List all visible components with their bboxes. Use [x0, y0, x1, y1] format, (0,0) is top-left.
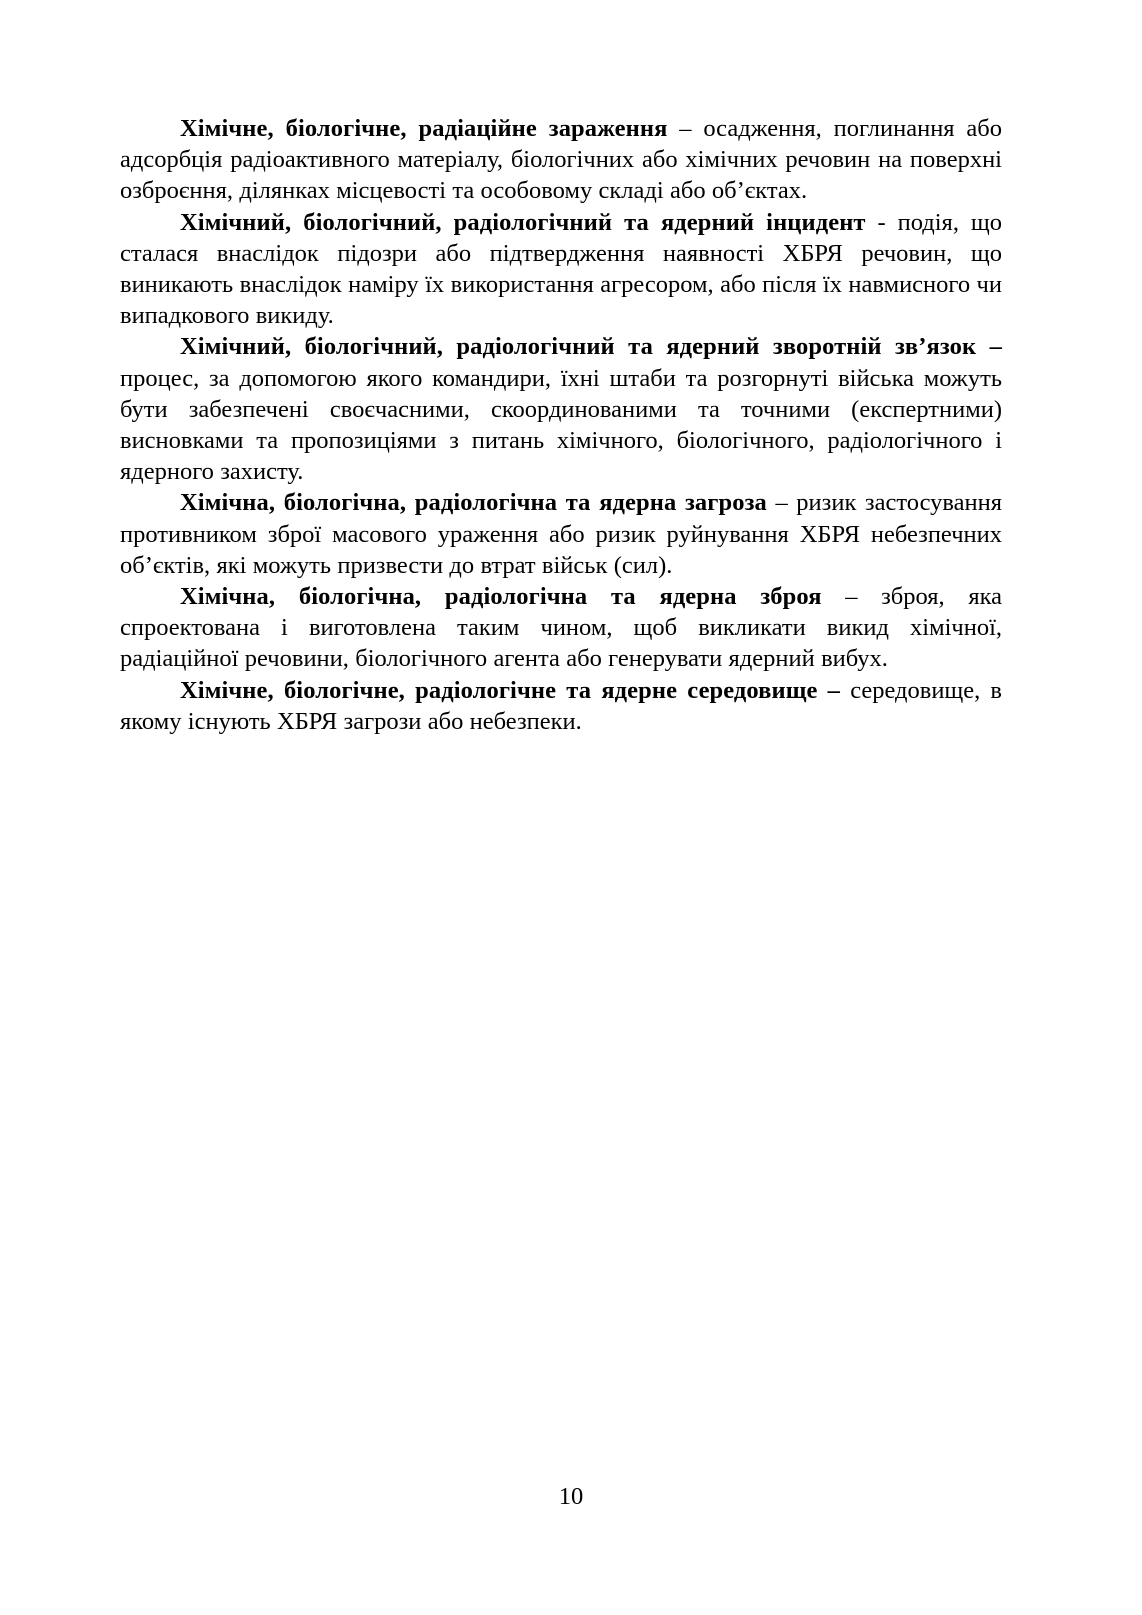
term-separator-weapon: –	[821, 583, 882, 611]
definition-paragraph-feedback	[120, 331, 1002, 487]
term-separator-incident: -	[865, 208, 898, 236]
term-label-weapon: Хімічна, біологічна, радіологічна та ядерна зброя	[180, 583, 822, 611]
term-definition-contamination: осадження, поглинання або адсорбція радіоактивного матеріалу, біологічних або хімічних речовин на поверхні озброєння, ділянках місцевості та особовому складі або об’єктах.	[120, 115, 1002, 205]
term-label-contamination: Хімічне, біологічне, радіаційне зараження	[180, 115, 668, 142]
term-label-environment: Хімічне, біологічне, радіологічне та ядерне середовище –	[180, 676, 841, 704]
definition-paragraph-threat	[120, 487, 1002, 581]
definition-paragraph-weapon	[120, 581, 1002, 675]
term-separator-environment	[840, 677, 850, 704]
term-separator-threat: –	[766, 489, 797, 517]
term-definition-feedback: процес, за допомогою якого командири, їхні штаби та розгорнуті війська можуть бути забезпечені своєчасними, скоординованими та точними (експертними) висновками та пропозиціями з питань хімічного, біологічного, радіологічного і ядерного захисту.	[120, 364, 1002, 486]
term-definition-incident: подія, що сталася внаслідок підозри або підтвердження наявності ХБРЯ речовин, що виникають внаслідок наміру їх використання агресором, або після їх навмисного чи випадкового викиду.	[120, 208, 1003, 330]
definition-paragraph-contamination	[120, 113, 1002, 207]
term-label-threat: Хімічна, біологічна, радіологічна та ядерна загроза	[180, 489, 767, 517]
page-body-text	[120, 113, 1002, 737]
term-definition-weapon: зброя, яка спроектована і виготовлена таким чином, щоб викликати викид хімічної, радіаційної речовини, біологічного агента або генерувати ядерний вибух.	[120, 583, 1002, 673]
term-label-feedback: Хімічний, біологічний, радіологічний та ядерний зворотній зв’язок –	[180, 333, 1002, 361]
page-number: 10	[558, 1483, 584, 1510]
term-definition-threat: ризик застосування противником зброї масового ураження або ризик руйнування ХБРЯ небезпечних об’єктів, які можуть призвести до втрат військ (сил).	[120, 489, 1003, 579]
term-label-incident: Хімічний, біологічний, радіологічний та ядерний інцидент	[180, 208, 866, 236]
definition-paragraph-environment	[120, 675, 1002, 737]
definition-paragraph-incident	[120, 207, 1002, 332]
term-definition-environment: середовище, в якому існують ХБРЯ загрози або небезпеки.	[120, 676, 1002, 735]
term-separator-contamination: –	[667, 115, 704, 142]
